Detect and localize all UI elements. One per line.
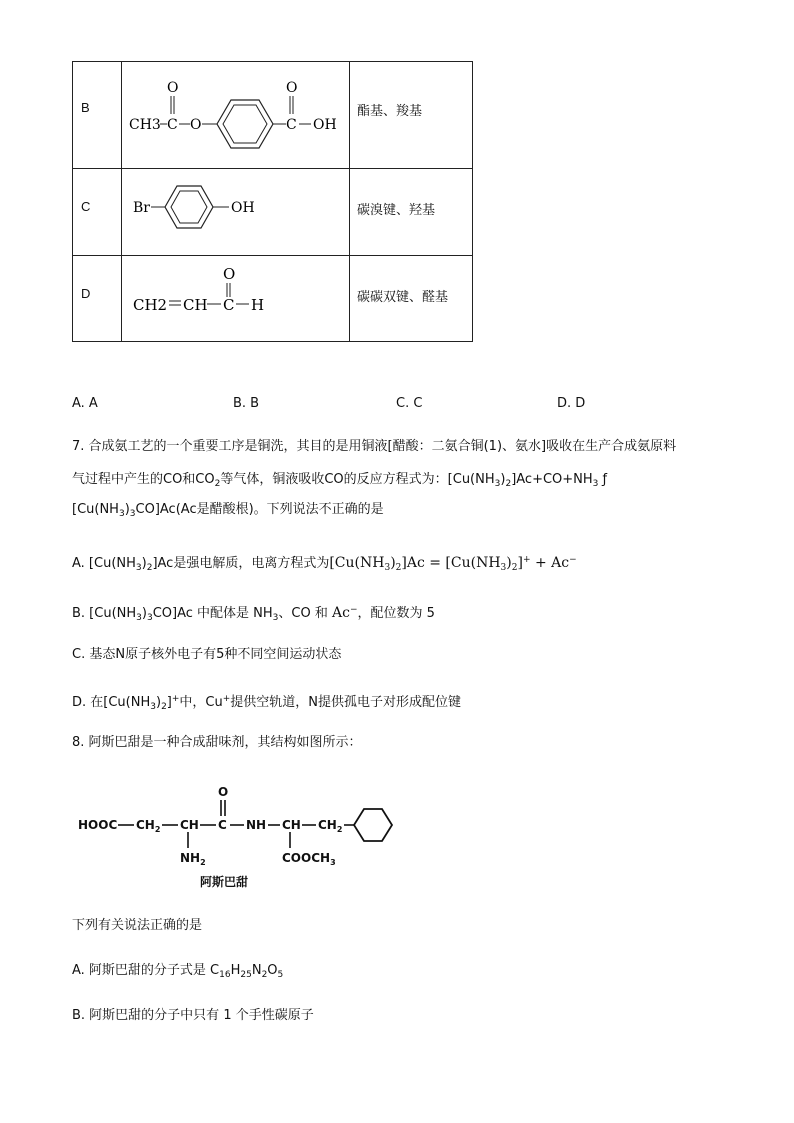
table-row-label: D — [81, 286, 91, 301]
hydroxyl-text: OH — [231, 200, 255, 216]
carbonyl-oxygen: O — [167, 80, 179, 96]
q8-option-a: A. 阿斯巴甜的分子式是 $C_{16}H_{25}N_2O_5$ — [72, 963, 284, 980]
nh-text: NH — [246, 818, 267, 832]
aldehyde-oxygen: O — [223, 265, 236, 283]
table-row-label: C — [81, 199, 91, 214]
q8-option-b: B. 阿斯巴甜的分子中只有 1 个手性碳原子 — [72, 1008, 314, 1023]
table-divider — [73, 255, 472, 256]
c-text: C — [218, 818, 227, 832]
ch2-text: CH2 — [133, 296, 168, 314]
ch3-text: CH3 — [129, 117, 161, 133]
q6-option-c: C. C — [396, 396, 423, 411]
ch-text: CH — [180, 818, 199, 832]
nh2-text: $NH_2$ — [180, 851, 206, 867]
structure-caption: 阿斯巴甜 — [200, 875, 249, 889]
q6-option-b: B. B — [233, 396, 260, 411]
structure-bromophenol — [123, 174, 347, 250]
aspartame-structure — [72, 780, 402, 892]
q7-option-c: C. 基态N原子核外电子有5种不同空间运动状态 — [72, 647, 342, 662]
hooc-text: HOOC — [78, 818, 118, 832]
q7-stem-line1: 7. 合成氨工艺的一个重要工序是铜洗，其目的是用铜液[醋酸：二氨合铜(1)、氨水]吸收在生产合成氨原料 — [72, 439, 677, 454]
svg-text:C: C — [286, 117, 297, 133]
table-divider — [349, 62, 350, 341]
table-row-groups: 碳碳双键、醛基 — [357, 290, 449, 305]
c-text: C — [223, 296, 235, 314]
ch-text: CH — [282, 818, 301, 832]
ester-oxygen: O — [190, 117, 202, 133]
table-divider — [121, 62, 122, 341]
acid-oxygen: O — [286, 80, 298, 96]
q7-option-a: A. $[Cu(NH_3)_2]Ac$是强电解质，电离方程式为$[Cu(NH_3)_2]Ac = [Cu(NH_3)_2]^+ + Ac^-$ — [72, 555, 577, 573]
ch-text: CH — [183, 296, 208, 314]
q7-stem-line2: 气过程中产生的CO和$CO_2$等气体，铜液吸收CO的反应方程式为：$[Cu(NH_3)_2]Ac+CO+NH_3$ ƒ — [72, 472, 608, 489]
q8-question: 下列有关说法正确的是 — [72, 918, 203, 933]
table-divider — [73, 168, 472, 169]
table-row-groups: 酯基、羧基 — [357, 104, 423, 119]
functional-group-table — [72, 61, 473, 342]
cooch3-text: $COOCH_3$ — [282, 851, 336, 867]
q8-stem: 8. 阿斯巴甜是一种合成甜味剂，其结构如图所示： — [72, 735, 362, 750]
carbonyl-oxygen: O — [218, 785, 229, 799]
q6-option-a: A. A — [72, 396, 98, 411]
structure-ester-acid — [123, 70, 347, 162]
svg-text:C: C — [167, 117, 178, 133]
q6-option-d: D. D — [557, 396, 586, 411]
structure-acrolein — [123, 261, 347, 339]
h-text: H — [251, 296, 265, 314]
q7-option-d: D. 在$[Cu(NH_3)_2]^+$中，Cu+提供空轨道，N提供孤电子对形成配位键 — [72, 694, 462, 712]
table-row-groups: 碳溴键、羟基 — [357, 203, 436, 218]
bromine-text: Br — [133, 200, 150, 216]
q7-option-b: B. $[Cu(NH_3)_3CO]Ac$ 中配体是 $NH_3$、CO 和 Ac−，配位数为 5 — [72, 605, 435, 623]
table-row-label: B — [81, 100, 90, 115]
hydroxyl-text: OH — [313, 117, 337, 133]
q7-stem-line3: $[Cu(NH_3)_3CO]Ac(Ac$是醋酸根)。下列说法不正确的是 — [72, 502, 384, 519]
ch2-text: $CH_2$ — [318, 818, 343, 834]
ch2-text: $CH_2$ — [136, 818, 161, 834]
